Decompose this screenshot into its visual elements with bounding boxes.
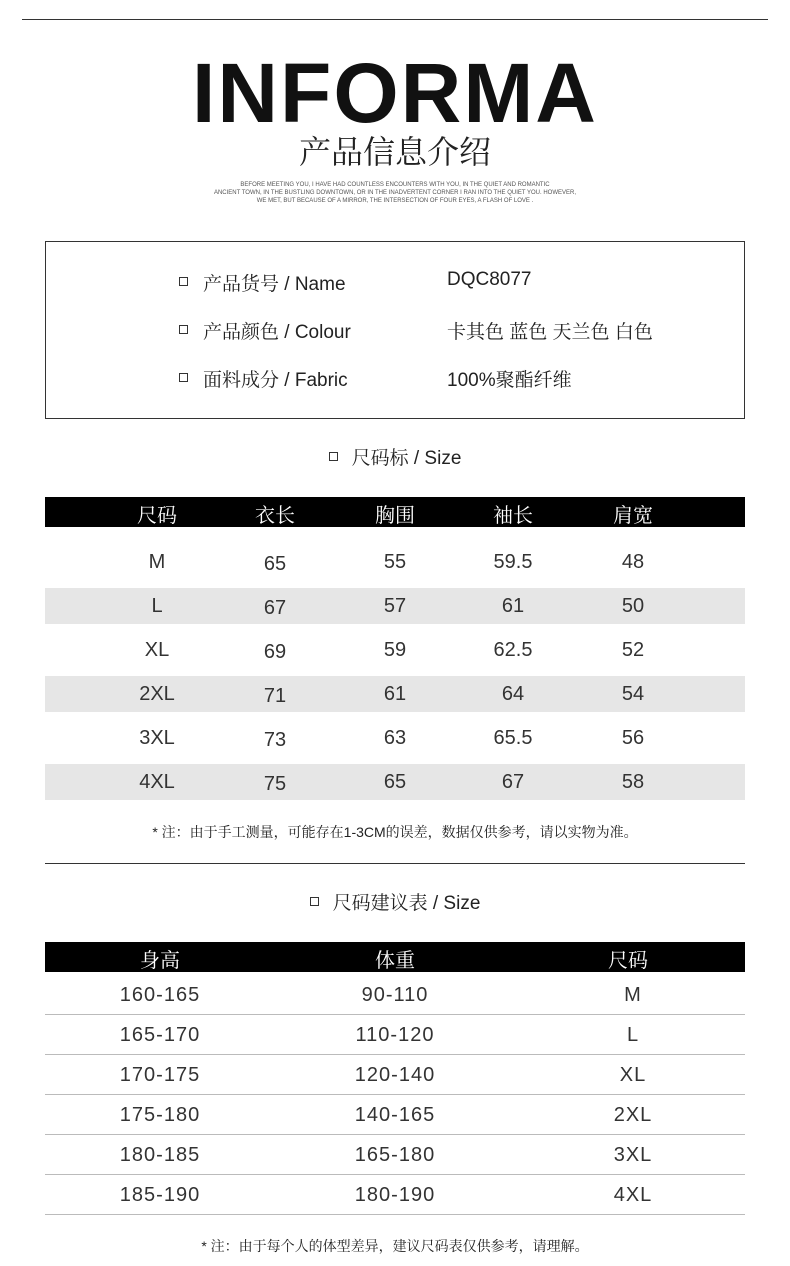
table-row bbox=[45, 1095, 745, 1135]
info-label: 产品颜色 / Colour bbox=[203, 322, 351, 343]
info-row-name bbox=[46, 267, 744, 297]
header-cell: 体重 bbox=[375, 950, 415, 972]
table-cell: 61 bbox=[501, 595, 525, 617]
top-divider bbox=[22, 19, 768, 20]
table-row bbox=[45, 1175, 745, 1215]
info-row-colour bbox=[46, 315, 744, 345]
tagline bbox=[150, 181, 640, 205]
table-cell: M bbox=[148, 551, 166, 573]
table-cell: 48 bbox=[621, 551, 645, 573]
square-bullet-icon bbox=[179, 277, 188, 286]
table-cell: 67 bbox=[501, 771, 525, 793]
size-chart-title bbox=[0, 446, 790, 472]
table-cell: 50 bbox=[621, 595, 645, 617]
info-label: 面料成分 / Fabric bbox=[203, 370, 348, 391]
header-cell: 尺码 bbox=[608, 950, 648, 972]
header-cell: 肩宽 bbox=[613, 505, 653, 527]
table-cell: 56 bbox=[621, 727, 645, 749]
brand-title: INFORMA bbox=[192, 46, 598, 140]
size-chart-note: * 注：由于手工测量，可能存在1-3CM的误差，数据仅供参考，请以实物为准。 bbox=[152, 824, 638, 840]
table-cell: 59.5 bbox=[493, 551, 533, 573]
product-info-box bbox=[45, 241, 745, 419]
table-cell: 54 bbox=[621, 683, 645, 705]
tagline-line: WE MET, BUT BECAUSE OF A MIRROR, THE INTERSECTION OF FOUR EYES, A FLASH OF LOVE . bbox=[256, 198, 534, 204]
page-subtitle: 产品信息介绍 bbox=[298, 134, 491, 170]
header-cell: 胸围 bbox=[375, 505, 415, 527]
table-cell: 2XL bbox=[139, 683, 175, 705]
table-cell: XL bbox=[144, 639, 170, 661]
table-cell: 52 bbox=[621, 639, 645, 661]
size-recommendation-title-text: 尺码建议表 / Size bbox=[332, 893, 481, 914]
info-label: 产品货号 / Name bbox=[203, 274, 346, 295]
tagline-line: BEFORE MEETING YOU, I HAVE HAD COUNTLESS ENCOUNTERS WITH YOU, IN THE QUIET AND ROMANTIC bbox=[240, 182, 550, 188]
square-bullet-icon bbox=[310, 897, 319, 906]
table-cell: 180-185 bbox=[119, 1144, 201, 1166]
table-cell: 4XL bbox=[139, 771, 175, 793]
size-recommendation-title bbox=[0, 891, 790, 917]
size-recommendation-note: * 注：由于每个人的体型差异，建议尺码表仅供参考，请理解。 bbox=[201, 1238, 589, 1254]
size-chart-header bbox=[45, 497, 745, 527]
table-cell: 58 bbox=[621, 771, 645, 793]
table-row bbox=[45, 764, 745, 800]
table-cell: L bbox=[626, 1024, 640, 1046]
table-cell: 75 bbox=[263, 773, 287, 795]
table-cell: L bbox=[151, 595, 163, 617]
table-row bbox=[45, 1015, 745, 1055]
table-cell: 175-180 bbox=[119, 1104, 201, 1126]
info-row-fabric bbox=[46, 363, 744, 393]
table-row bbox=[45, 1135, 745, 1175]
square-bullet-icon bbox=[179, 325, 188, 334]
table-cell: M bbox=[624, 984, 642, 1006]
table-row bbox=[45, 632, 745, 668]
table-cell: 165-180 bbox=[354, 1144, 436, 1166]
info-value: 卡其色 蓝色 天兰色 白色 bbox=[447, 322, 653, 343]
table-row bbox=[45, 1055, 745, 1095]
table-cell: 120-140 bbox=[354, 1064, 436, 1086]
table-cell: 140-165 bbox=[354, 1104, 436, 1126]
table-cell: 69 bbox=[263, 641, 287, 663]
table-row bbox=[45, 975, 745, 1015]
section-divider bbox=[45, 863, 745, 864]
table-cell: XL bbox=[619, 1064, 647, 1086]
table-cell: 3XL bbox=[139, 727, 175, 749]
table-row bbox=[45, 720, 745, 756]
table-cell: 55 bbox=[383, 551, 407, 573]
tagline-line: ANCIENT TOWN, IN THE BUSTLING DOWNTOWN, OR IN THE INADVERTENT CORNER I RAN INTO THE QUIET YOU. HOWEVER, bbox=[213, 190, 577, 196]
table-row bbox=[45, 588, 745, 624]
size-recommendation-header bbox=[45, 942, 745, 972]
table-cell: 57 bbox=[383, 595, 407, 617]
table-row bbox=[45, 676, 745, 712]
table-cell: 165-170 bbox=[119, 1024, 201, 1046]
table-cell: 59 bbox=[383, 639, 407, 661]
table-cell: 185-190 bbox=[119, 1184, 201, 1206]
table-cell: 180-190 bbox=[354, 1184, 436, 1206]
table-cell: 2XL bbox=[613, 1104, 653, 1126]
table-cell: 65 bbox=[263, 553, 287, 575]
table-cell: 61 bbox=[383, 683, 407, 705]
table-cell: 160-165 bbox=[119, 984, 201, 1006]
table-cell: 65.5 bbox=[493, 727, 533, 749]
square-bullet-icon bbox=[179, 373, 188, 382]
table-row bbox=[45, 544, 745, 580]
table-cell: 71 bbox=[263, 685, 287, 707]
table-cell: 4XL bbox=[613, 1184, 653, 1206]
table-cell: 170-175 bbox=[119, 1064, 201, 1086]
table-cell: 3XL bbox=[613, 1144, 653, 1166]
table-cell: 64 bbox=[501, 683, 525, 705]
header-cell: 袖长 bbox=[493, 505, 533, 527]
table-cell: 90-110 bbox=[361, 984, 429, 1006]
table-cell: 65 bbox=[383, 771, 407, 793]
table-cell: 110-120 bbox=[355, 1024, 435, 1046]
square-bullet-icon bbox=[329, 452, 338, 461]
header-cell: 衣长 bbox=[255, 505, 295, 527]
table-cell: 67 bbox=[263, 597, 287, 619]
info-value: 100%聚酯纤维 bbox=[447, 370, 572, 391]
size-chart-title-text: 尺码标 / Size bbox=[351, 448, 462, 469]
info-value: DQC8077 bbox=[447, 269, 532, 290]
table-cell: 73 bbox=[263, 729, 287, 751]
table-cell: 63 bbox=[383, 727, 407, 749]
table-cell: 62.5 bbox=[493, 639, 533, 661]
header-cell: 身高 bbox=[140, 950, 180, 972]
header-cell: 尺码 bbox=[137, 505, 177, 527]
